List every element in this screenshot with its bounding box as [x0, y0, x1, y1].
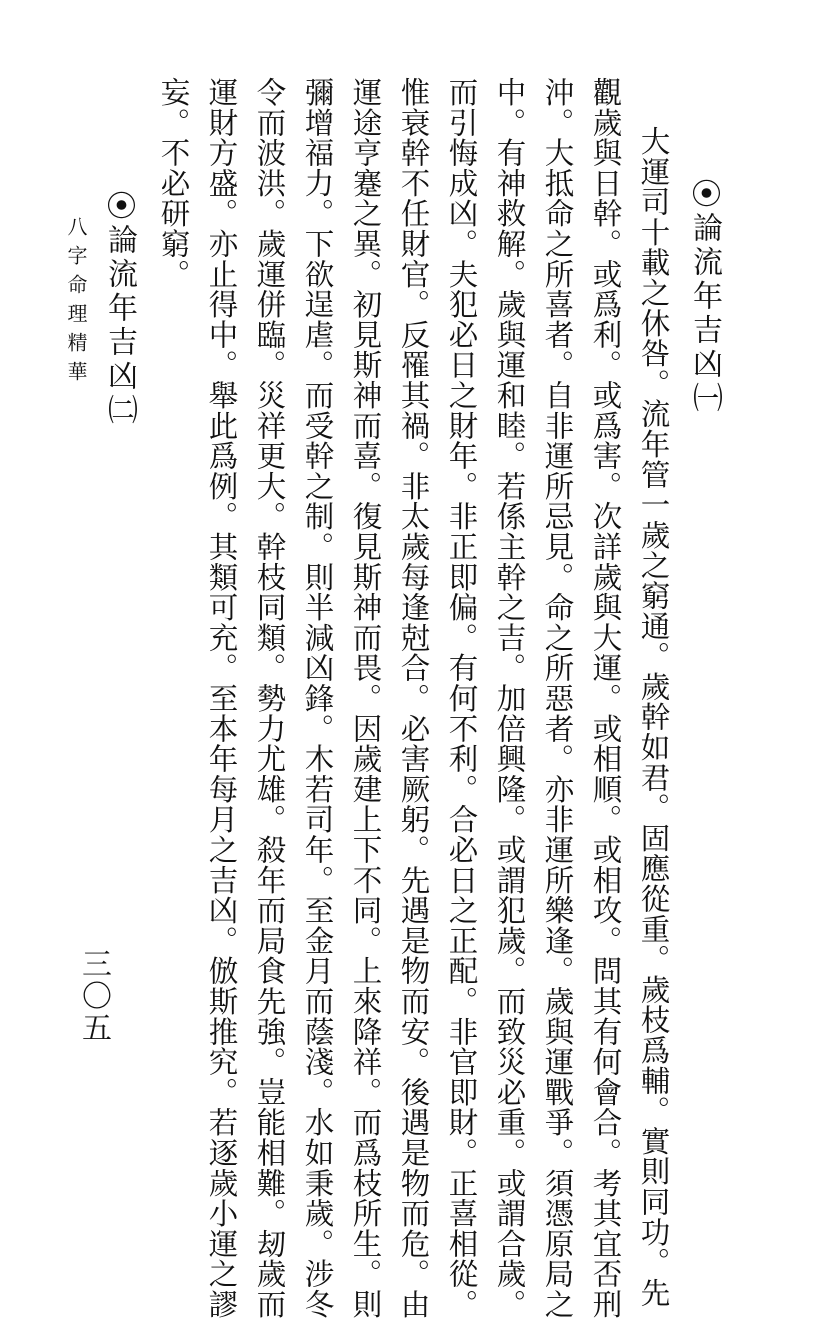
text-column: 運途亨蹇之異。初見斯神而喜。復見斯神而畏。因歲建上下不同。上來降祥。而爲枝所生。則 [348, 77, 383, 1319]
text-column: 中。有神救解。歲與運和睦。若係主幹之吉。加倍興隆。或謂犯歲。而致災必重。或謂合歲。 [492, 77, 527, 1319]
text-column: 而引悔成凶。夫犯必日之財年。非正即偏。有何不利。合必日之正配。非官即財。正喜相從。 [444, 77, 479, 1319]
text-column: 大運司十載之休咎。流年管一歲之窮通。歲幹如君。固應從重。歲枝爲輔。實則同功。先 [636, 126, 671, 1308]
text-column: 運財方盛。亦止得中。舉此爲例。其類可充。至本年每月之吉凶。倣斯推究。若逐歲小運之謬 [204, 77, 239, 1319]
text-column: 惟衰幹不任財官。反罹其禍。非太歲每逢尅合。必害厥躬。先遇是物而安。後遇是物而危。由 [396, 77, 431, 1319]
text-column: 彌增福力。下欲逞虐。而受幹之制。則半減凶鋒。木若司年。至金月而蔭淺。水如秉歲。涉冬 [300, 77, 335, 1319]
book-title: 八字命理精華 [64, 216, 88, 390]
text-column: 沖。大抵命之所喜者。自非運所忌見。命之所惡者。亦非運所樂逢。歲與運戰爭。須憑原局之 [540, 77, 575, 1319]
text-column: 妄。不必研窮。 [156, 77, 191, 290]
next-section-heading: ⦿論流年吉凶㈡ [102, 190, 137, 428]
section-heading: ⦿論流年吉凶㈠ [687, 178, 722, 416]
page-number: 三〇五 [76, 948, 111, 1044]
text-column: 觀歲與日幹。或爲利。或爲害。次詳歲與大運。或相順。或相攻。問其有何會合。考其宜否刑 [588, 77, 623, 1319]
text-column: 令而波洪。歲運併臨。災祥更大。幹枝同類。勢力尤雄。殺年而局食先強。豈能相難。刼歲而 [252, 77, 287, 1319]
